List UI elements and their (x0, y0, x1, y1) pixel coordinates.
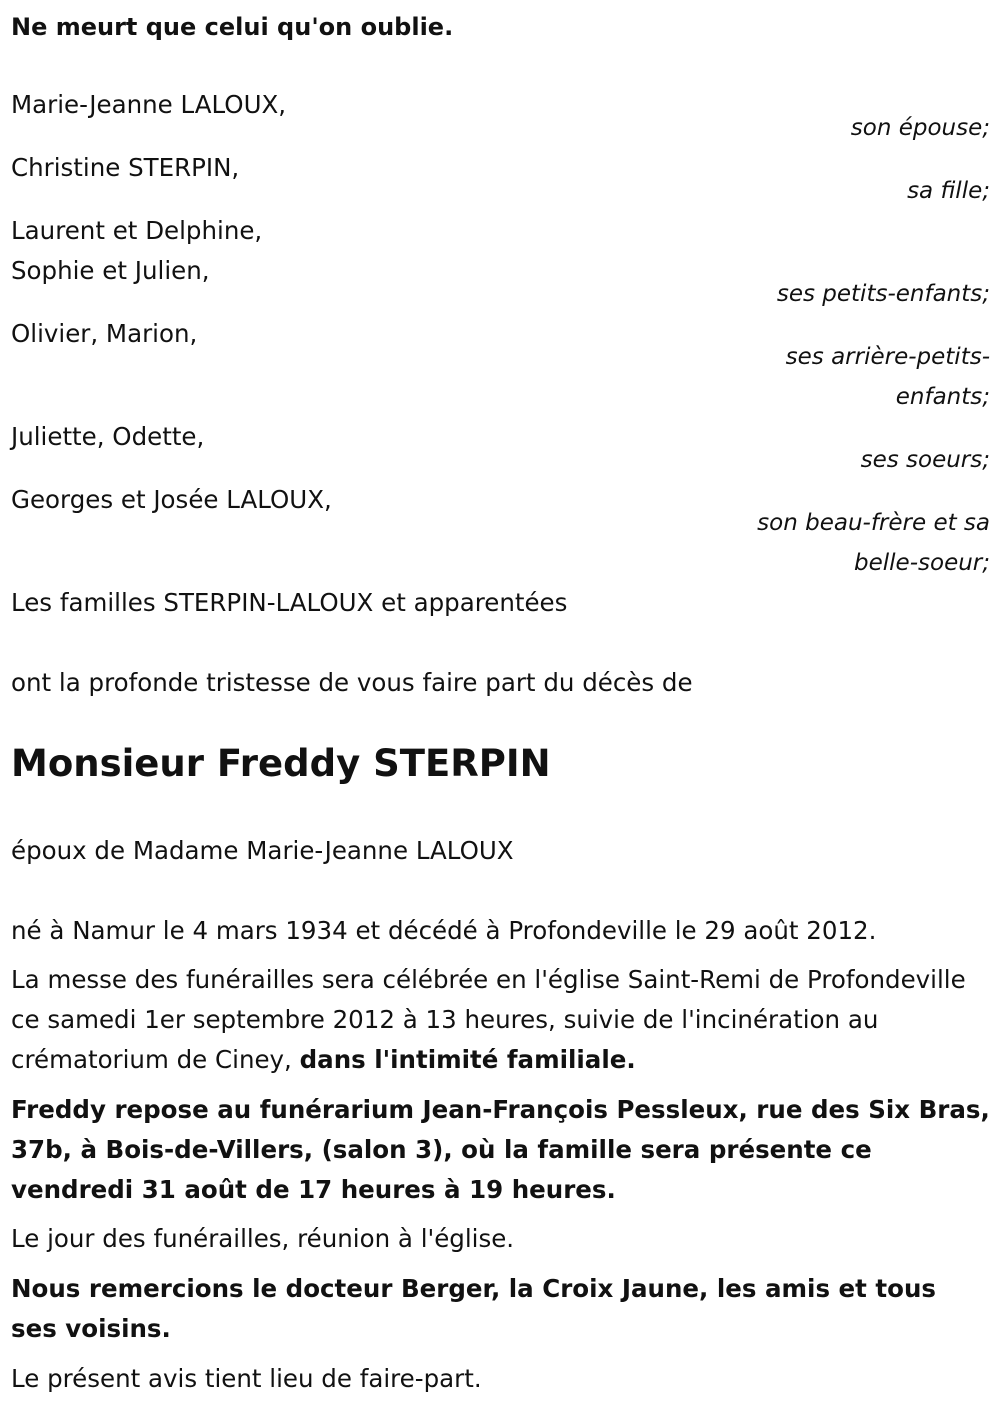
family-relation: ses soeurs; (860, 447, 990, 473)
family-name: Olivier, Marion, (11, 319, 198, 348)
motto: Ne meurt que celui qu'on oublie. (11, 13, 454, 41)
family-name: Laurent et Delphine, (11, 216, 263, 245)
family-relation: ses arrière-petits- (785, 344, 990, 370)
mass-text: La messe des funérailles sera célébrée en l'église Saint-Remi de Profondeville ce samedi 1er septembre 2012 à 13 heures, suivie de l'incinération au crématorium de Ciney, (11, 965, 966, 1074)
families-line: Les familles STERPIN-LALOUX et apparentées (11, 588, 568, 617)
family-name: Christine STERPIN, (11, 153, 240, 182)
family-relation: sa fille; (907, 178, 990, 204)
family-name: Georges et Josée LALOUX, (11, 485, 332, 514)
closing-line: Le présent avis tient lieu de faire-part. (11, 1364, 482, 1393)
spouse-line: époux de Madame Marie-Jeanne LALOUX (11, 836, 514, 865)
family-name: Juliette, Odette, (11, 422, 205, 451)
mass-bold-tail: dans l'intimité familiale. (299, 1045, 636, 1074)
family-relation: son beau-frère et sa (757, 510, 990, 536)
visitation-paragraph: Freddy repose au funérarium Jean-François Pessleux, rue des Six Bras, 37b, à Bois-de-Villers, (salon 3), où la famille sera présente ce vendredi 31 août de 17 heures à 19 heures. (11, 1095, 990, 1204)
family-relation: son épouse; (850, 115, 990, 141)
family-relation: enfants; (895, 384, 990, 410)
family-relation: ses petits-enfants; (776, 281, 990, 307)
deceased-name: Monsieur Freddy STERPIN (11, 742, 551, 785)
family-name: Sophie et Julien, (11, 256, 210, 285)
family-relation: belle-soeur; (854, 550, 990, 576)
family-name: Marie-Jeanne LALOUX, (11, 90, 287, 119)
meeting-line: Le jour des funérailles, réunion à l'église. (11, 1224, 515, 1253)
mass-paragraph (11, 960, 990, 1080)
birth-death: né à Namur le 4 mars 1934 et décédé à Profondeville le 29 août 2012. (11, 916, 877, 945)
announcement: ont la profonde tristesse de vous faire part du décès de (11, 668, 693, 697)
thanks-paragraph: Nous remercions le docteur Berger, la Croix Jaune, les amis et tous ses voisins. (11, 1274, 936, 1343)
